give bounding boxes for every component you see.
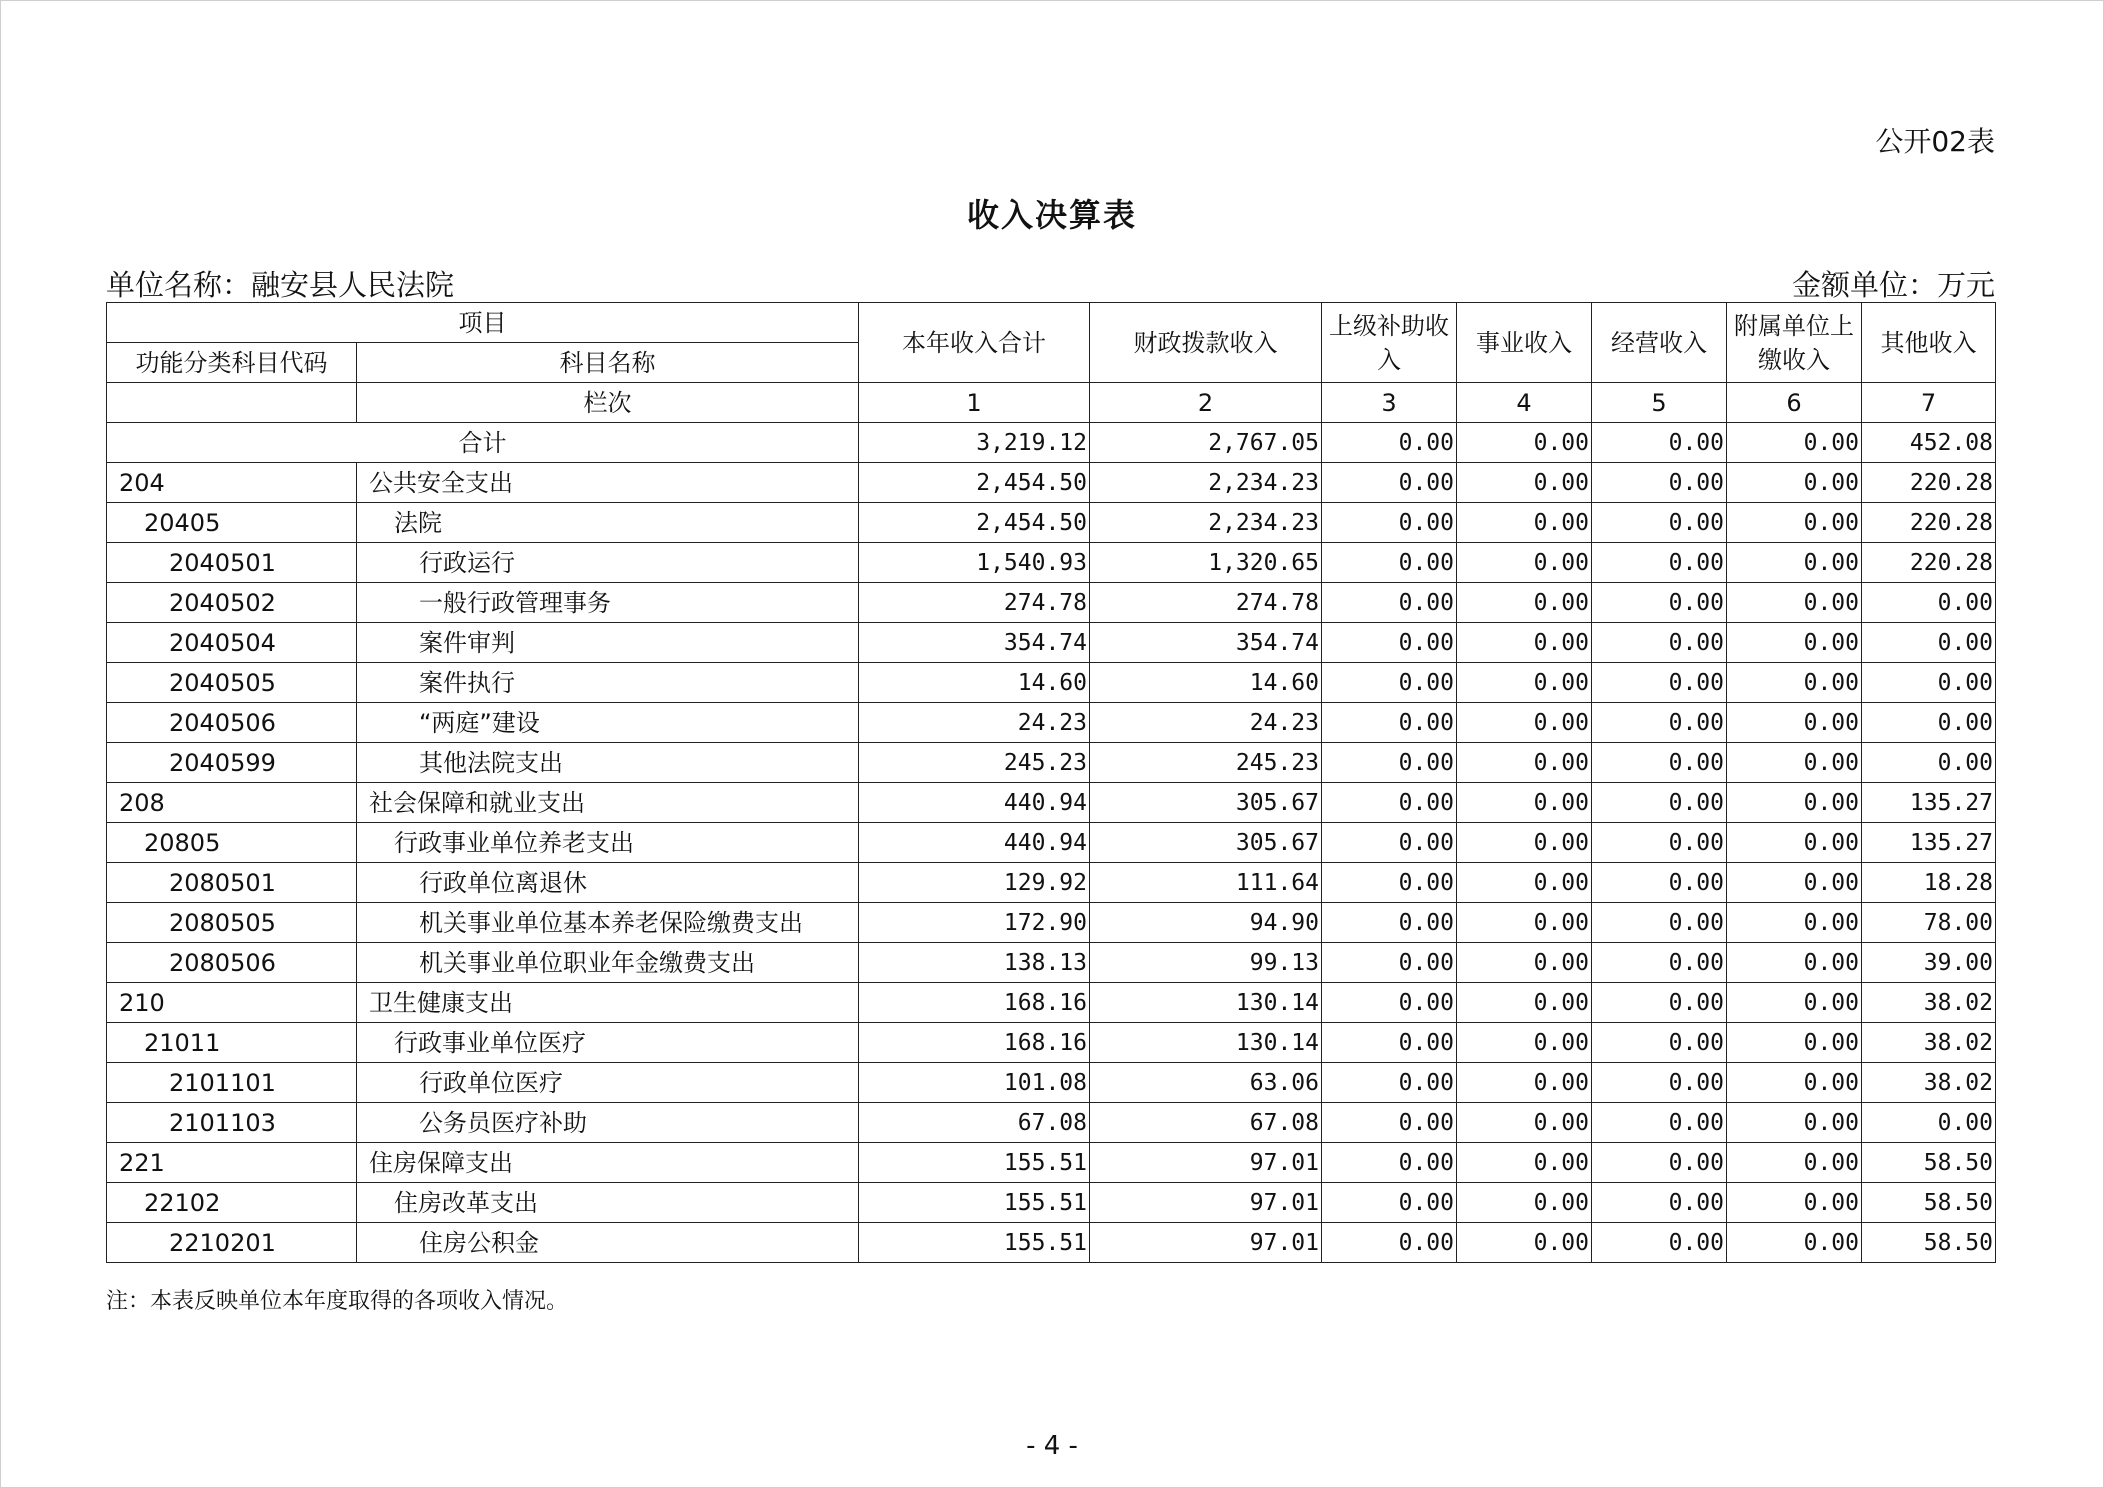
row-value: 0.00 — [1322, 743, 1457, 783]
row-value: 0.00 — [1727, 543, 1862, 583]
row-value: 0.00 — [1322, 583, 1457, 623]
row-value: 440.94 — [859, 783, 1090, 823]
row-value: 0.00 — [1457, 583, 1592, 623]
row-value: 0.00 — [1862, 1103, 1996, 1143]
row-value: 2,234.23 — [1090, 503, 1322, 543]
total-value: 0.00 — [1322, 423, 1457, 463]
row-value: 0.00 — [1727, 1023, 1862, 1063]
table-row — [107, 1063, 1996, 1103]
row-value: 2,454.50 — [859, 463, 1090, 503]
row-code: 2210201 — [107, 1223, 357, 1263]
table-row — [107, 903, 1996, 943]
row-code: 20405 — [107, 503, 357, 543]
row-code: 21011 — [107, 1023, 357, 1063]
amount-unit: 金额单位：万元 — [1791, 268, 1995, 302]
row-value: 245.23 — [859, 743, 1090, 783]
row-code: 2040501 — [107, 543, 357, 583]
row-value: 0.00 — [1592, 1063, 1727, 1103]
row-value: 138.13 — [859, 943, 1090, 983]
row-value: 135.27 — [1862, 783, 1996, 823]
row-code: 2040504 — [107, 623, 357, 663]
row-name: 卫生健康支出 — [357, 983, 859, 1023]
row-value: 0.00 — [1592, 663, 1727, 703]
row-code: 2040505 — [107, 663, 357, 703]
table-row — [107, 943, 1996, 983]
row-value: 0.00 — [1322, 1063, 1457, 1103]
row-value: 0.00 — [1592, 743, 1727, 783]
row-value: 155.51 — [859, 1183, 1090, 1223]
row-value: 0.00 — [1727, 943, 1862, 983]
row-value: 1,540.93 — [859, 543, 1090, 583]
total-value: 0.00 — [1727, 423, 1862, 463]
row-value: 0.00 — [1322, 943, 1457, 983]
row-code: 210 — [107, 983, 357, 1023]
row-value: 0.00 — [1457, 1143, 1592, 1183]
row-value: 274.78 — [1090, 583, 1322, 623]
row-value: 0.00 — [1862, 743, 1996, 783]
row-value: 274.78 — [859, 583, 1090, 623]
row-name: 案件审判 — [357, 623, 859, 663]
row-value: 129.92 — [859, 863, 1090, 903]
row-value: 220.28 — [1862, 463, 1996, 503]
table-row — [107, 823, 1996, 863]
row-value: 0.00 — [1592, 903, 1727, 943]
row-value: 245.23 — [1090, 743, 1322, 783]
row-value: 14.60 — [859, 663, 1090, 703]
row-value: 0.00 — [1862, 663, 1996, 703]
row-value: 67.08 — [1090, 1103, 1322, 1143]
row-value: 0.00 — [1727, 1223, 1862, 1263]
column-number: 6 — [1727, 383, 1862, 423]
row-name: 社会保障和就业支出 — [357, 783, 859, 823]
row-code: 2080505 — [107, 903, 357, 943]
header-row-1 — [107, 303, 1996, 343]
row-value: 67.08 — [859, 1103, 1090, 1143]
row-value: 0.00 — [1727, 823, 1862, 863]
row-value: 0.00 — [1592, 943, 1727, 983]
table-row — [107, 743, 1996, 783]
row-value: 0.00 — [1727, 903, 1862, 943]
row-value: 24.23 — [1090, 703, 1322, 743]
column-number: 5 — [1592, 383, 1727, 423]
page-number: - 4 - — [1026, 1431, 1078, 1461]
header-col-3: 上级补助收入 — [1322, 303, 1457, 383]
row-value: 0.00 — [1457, 1183, 1592, 1223]
row-value: 168.16 — [859, 1023, 1090, 1063]
table-row — [107, 543, 1996, 583]
row-code: 204 — [107, 463, 357, 503]
row-value: 0.00 — [1592, 463, 1727, 503]
row-name: 机关事业单位基本养老保险缴费支出 — [357, 903, 859, 943]
header-col-2: 财政拨款收入 — [1090, 303, 1322, 383]
row-name: “两庭”建设 — [357, 703, 859, 743]
row-value: 172.90 — [859, 903, 1090, 943]
row-value: 0.00 — [1322, 823, 1457, 863]
table-row — [107, 1023, 1996, 1063]
row-value: 0.00 — [1457, 903, 1592, 943]
row-value: 0.00 — [1727, 503, 1862, 543]
row-code: 208 — [107, 783, 357, 823]
row-value: 1,320.65 — [1090, 543, 1322, 583]
header-project: 项目 — [107, 303, 859, 343]
row-name: 住房改革支出 — [357, 1183, 859, 1223]
row-value: 0.00 — [1322, 983, 1457, 1023]
row-value: 0.00 — [1592, 1223, 1727, 1263]
column-number: 4 — [1457, 383, 1592, 423]
row-value: 0.00 — [1592, 503, 1727, 543]
row-code: 2080506 — [107, 943, 357, 983]
column-index-blank — [107, 383, 357, 423]
row-value: 354.74 — [1090, 623, 1322, 663]
row-name: 公共安全支出 — [357, 463, 859, 503]
row-value: 0.00 — [1457, 463, 1592, 503]
row-value: 0.00 — [1457, 623, 1592, 663]
row-value: 38.02 — [1862, 1063, 1996, 1103]
row-value: 58.50 — [1862, 1183, 1996, 1223]
header-col-6: 附属单位上缴收入 — [1727, 303, 1862, 383]
row-value: 0.00 — [1457, 1063, 1592, 1103]
row-code: 221 — [107, 1143, 357, 1183]
row-value: 18.28 — [1862, 863, 1996, 903]
total-value: 2,767.05 — [1090, 423, 1322, 463]
row-value: 0.00 — [1592, 863, 1727, 903]
form-id: 公开02表 — [1875, 125, 1995, 158]
row-value: 0.00 — [1592, 823, 1727, 863]
row-value: 0.00 — [1592, 703, 1727, 743]
row-code: 2040599 — [107, 743, 357, 783]
row-code: 2080501 — [107, 863, 357, 903]
row-value: 135.27 — [1862, 823, 1996, 863]
column-number: 7 — [1862, 383, 1996, 423]
row-value: 0.00 — [1727, 623, 1862, 663]
row-value: 101.08 — [859, 1063, 1090, 1103]
row-value: 354.74 — [859, 623, 1090, 663]
row-value: 0.00 — [1727, 1063, 1862, 1103]
column-number: 2 — [1090, 383, 1322, 423]
row-name: 行政事业单位养老支出 — [357, 823, 859, 863]
row-value: 0.00 — [1592, 1143, 1727, 1183]
row-value: 220.28 — [1862, 503, 1996, 543]
table-row — [107, 1143, 1996, 1183]
table-row — [107, 1183, 1996, 1223]
table-row — [107, 863, 1996, 903]
table-row — [107, 503, 1996, 543]
table-row — [107, 783, 1996, 823]
table-row — [107, 663, 1996, 703]
column-index-row — [107, 383, 1996, 423]
row-value: 0.00 — [1592, 583, 1727, 623]
row-value: 0.00 — [1322, 863, 1457, 903]
row-value: 0.00 — [1592, 1183, 1727, 1223]
page-title: 收入决算表 — [966, 196, 1137, 234]
row-value: 58.50 — [1862, 1223, 1996, 1263]
row-value: 0.00 — [1592, 543, 1727, 583]
row-value: 0.00 — [1727, 1103, 1862, 1143]
row-value: 440.94 — [859, 823, 1090, 863]
row-value: 0.00 — [1727, 663, 1862, 703]
row-value: 305.67 — [1090, 823, 1322, 863]
row-value: 0.00 — [1727, 583, 1862, 623]
row-value: 38.02 — [1862, 983, 1996, 1023]
row-value: 0.00 — [1457, 1023, 1592, 1063]
row-value: 0.00 — [1727, 863, 1862, 903]
row-value: 0.00 — [1457, 663, 1592, 703]
row-value: 99.13 — [1090, 943, 1322, 983]
table-row — [107, 623, 1996, 663]
row-value: 0.00 — [1457, 823, 1592, 863]
column-number: 3 — [1322, 383, 1457, 423]
row-value: 0.00 — [1322, 623, 1457, 663]
row-value: 0.00 — [1322, 543, 1457, 583]
row-name: 行政事业单位医疗 — [357, 1023, 859, 1063]
row-value: 0.00 — [1592, 1023, 1727, 1063]
row-value: 0.00 — [1322, 703, 1457, 743]
row-value: 63.06 — [1090, 1063, 1322, 1103]
row-value: 0.00 — [1322, 1103, 1457, 1143]
row-value: 0.00 — [1322, 1023, 1457, 1063]
row-value: 0.00 — [1322, 463, 1457, 503]
row-value: 0.00 — [1592, 783, 1727, 823]
row-code: 2040506 — [107, 703, 357, 743]
row-value: 0.00 — [1322, 903, 1457, 943]
row-name: 机关事业单位职业年金缴费支出 — [357, 943, 859, 983]
row-value: 130.14 — [1090, 983, 1322, 1023]
row-value: 2,234.23 — [1090, 463, 1322, 503]
table-row — [107, 983, 1996, 1023]
row-value: 0.00 — [1727, 1183, 1862, 1223]
row-value: 0.00 — [1457, 1223, 1592, 1263]
row-value: 0.00 — [1862, 703, 1996, 743]
row-value: 0.00 — [1322, 783, 1457, 823]
row-value: 0.00 — [1457, 503, 1592, 543]
row-code: 20805 — [107, 823, 357, 863]
row-value: 58.50 — [1862, 1143, 1996, 1183]
table-row — [107, 463, 1996, 503]
row-value: 14.60 — [1090, 663, 1322, 703]
row-value: 0.00 — [1322, 663, 1457, 703]
row-code: 2101101 — [107, 1063, 357, 1103]
row-value: 0.00 — [1457, 863, 1592, 903]
row-name: 住房保障支出 — [357, 1143, 859, 1183]
row-value: 220.28 — [1862, 543, 1996, 583]
total-value: 0.00 — [1592, 423, 1727, 463]
header-code: 功能分类科目代码 — [107, 343, 357, 383]
row-value: 0.00 — [1322, 1183, 1457, 1223]
row-name: 行政运行 — [357, 543, 859, 583]
row-value: 168.16 — [859, 983, 1090, 1023]
row-value: 0.00 — [1592, 623, 1727, 663]
row-name: 行政单位离退休 — [357, 863, 859, 903]
row-value: 0.00 — [1592, 983, 1727, 1023]
row-value: 97.01 — [1090, 1223, 1322, 1263]
row-name: 其他法院支出 — [357, 743, 859, 783]
row-name: 一般行政管理事务 — [357, 583, 859, 623]
row-value: 0.00 — [1457, 703, 1592, 743]
header-name: 科目名称 — [357, 343, 859, 383]
row-name: 案件执行 — [357, 663, 859, 703]
row-code: 22102 — [107, 1183, 357, 1223]
row-value: 78.00 — [1862, 903, 1996, 943]
row-name: 住房公积金 — [357, 1223, 859, 1263]
header-col-5: 经营收入 — [1592, 303, 1727, 383]
table-row — [107, 583, 1996, 623]
header-col-1: 本年收入合计 — [859, 303, 1090, 383]
row-value: 0.00 — [1322, 503, 1457, 543]
row-name: 行政单位医疗 — [357, 1063, 859, 1103]
row-code: 2101103 — [107, 1103, 357, 1143]
row-value: 111.64 — [1090, 863, 1322, 903]
row-value: 0.00 — [1727, 743, 1862, 783]
table-note: 注：本表反映单位本年度取得的各项收入情况。 — [106, 1289, 569, 1314]
total-value: 0.00 — [1457, 423, 1592, 463]
table-row — [107, 1223, 1996, 1263]
total-value: 3,219.12 — [859, 423, 1090, 463]
row-value: 0.00 — [1322, 1143, 1457, 1183]
row-value: 39.00 — [1862, 943, 1996, 983]
row-value: 155.51 — [859, 1143, 1090, 1183]
row-code: 2040502 — [107, 583, 357, 623]
row-value: 0.00 — [1457, 783, 1592, 823]
total-value: 452.08 — [1862, 423, 1996, 463]
unit-name: 单位名称：融安县人民法院 — [106, 268, 455, 302]
row-value: 130.14 — [1090, 1023, 1322, 1063]
row-value: 97.01 — [1090, 1183, 1322, 1223]
row-value: 38.02 — [1862, 1023, 1996, 1063]
row-name: 公务员医疗补助 — [357, 1103, 859, 1143]
row-value: 0.00 — [1727, 1143, 1862, 1183]
row-value: 0.00 — [1457, 743, 1592, 783]
row-value: 0.00 — [1727, 983, 1862, 1023]
row-value: 0.00 — [1862, 583, 1996, 623]
row-value: 0.00 — [1457, 1103, 1592, 1143]
header-col-4: 事业收入 — [1457, 303, 1592, 383]
row-value: 0.00 — [1457, 943, 1592, 983]
row-value: 0.00 — [1592, 1103, 1727, 1143]
row-value: 2,454.50 — [859, 503, 1090, 543]
row-value: 0.00 — [1457, 543, 1592, 583]
row-value: 0.00 — [1322, 1223, 1457, 1263]
column-number: 1 — [859, 383, 1090, 423]
row-name: 法院 — [357, 503, 859, 543]
row-value: 24.23 — [859, 703, 1090, 743]
table-row — [107, 1103, 1996, 1143]
row-value: 97.01 — [1090, 1143, 1322, 1183]
total-row — [107, 423, 1996, 463]
row-value: 305.67 — [1090, 783, 1322, 823]
row-value: 0.00 — [1862, 623, 1996, 663]
column-index-label: 栏次 — [357, 383, 859, 423]
row-value: 0.00 — [1727, 463, 1862, 503]
total-label: 合计 — [107, 423, 859, 463]
row-value: 155.51 — [859, 1223, 1090, 1263]
row-value: 0.00 — [1727, 783, 1862, 823]
table-row — [107, 703, 1996, 743]
header-col-7: 其他收入 — [1862, 303, 1996, 383]
income-table — [106, 302, 1996, 1263]
row-value: 94.90 — [1090, 903, 1322, 943]
row-value: 0.00 — [1727, 703, 1862, 743]
row-value: 0.00 — [1457, 983, 1592, 1023]
